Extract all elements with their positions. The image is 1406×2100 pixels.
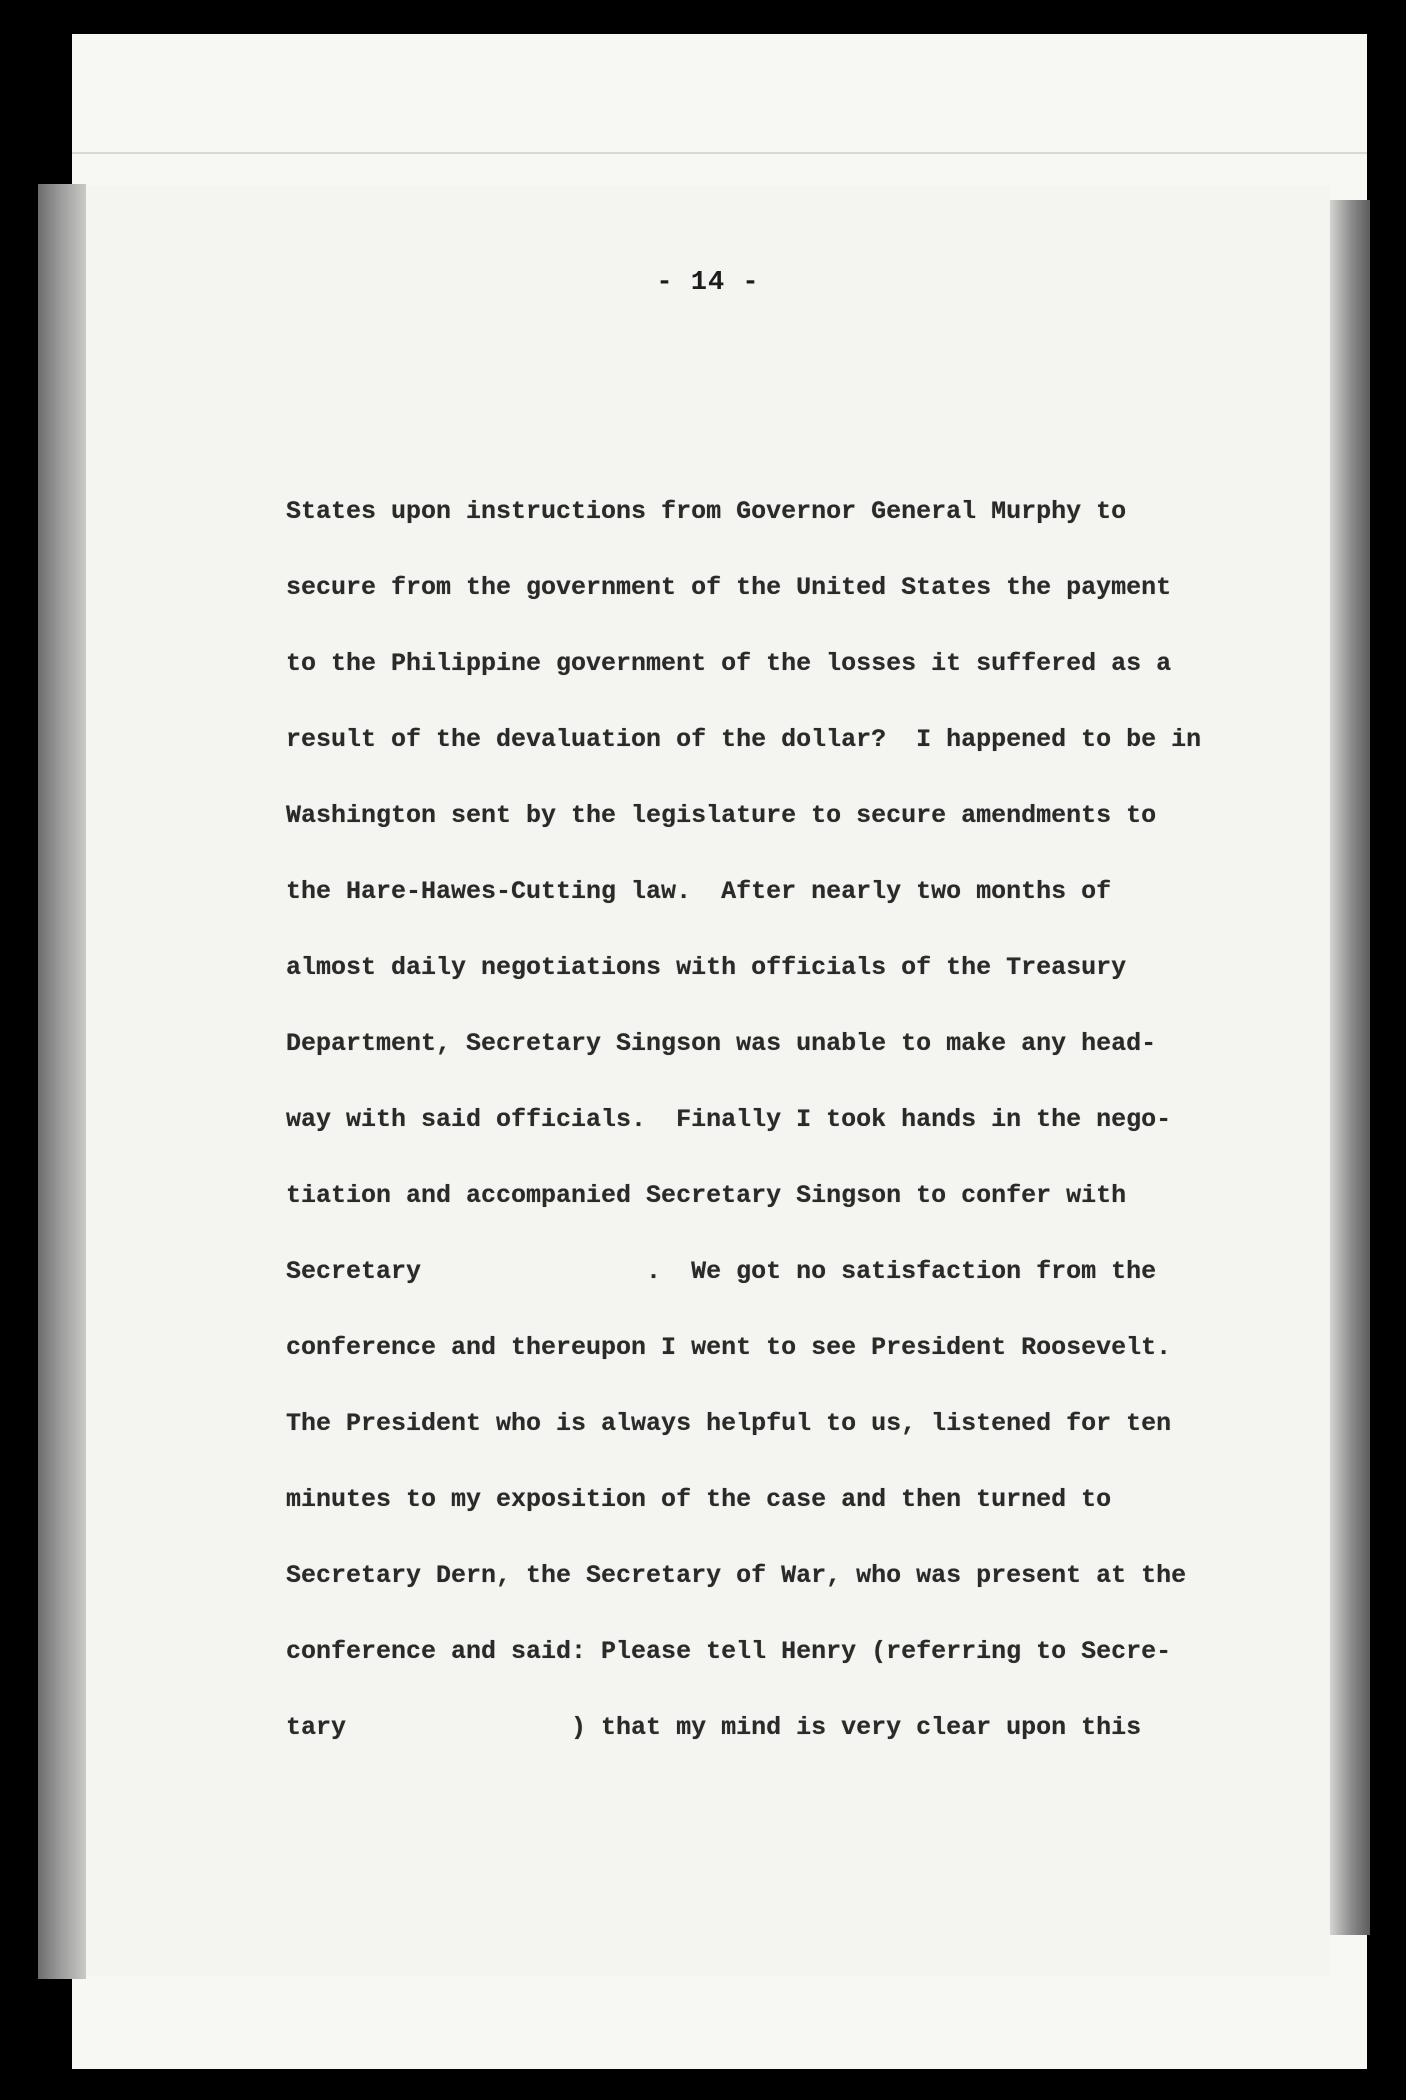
left-edge-shadow [38, 184, 86, 1979]
text-line: Secretary . We got no satisfaction from the [286, 1257, 1157, 1286]
text-line: States upon instructions from Governor General Murphy to [286, 497, 1127, 526]
text-line: minutes to my exposition of the case and then turned to [286, 1485, 1112, 1514]
text-line: secure from the government of the United States the payment [286, 573, 1172, 602]
text-line: to the Philippine government of the losses it suffered as a [286, 649, 1172, 678]
sheet-fold-line [72, 152, 1367, 154]
text-line: conference and said: Please tell Henry (referring to Secre- [286, 1637, 1172, 1666]
text-line: tary ) that my mind is very clear upon this [286, 1713, 1142, 1742]
text-line: way with said officials. Finally I took hands in the nego- [286, 1105, 1172, 1134]
text-line: tiation and accompanied Secretary Singson to confer with [286, 1181, 1127, 1210]
right-edge-shadow [1330, 200, 1370, 1935]
text-line: The President who is always helpful to us, listened for ten [286, 1409, 1172, 1438]
text-line: result of the devaluation of the dollar? I happened to be in [286, 725, 1202, 754]
text-line: conference and thereupon I went to see President Roosevelt. [286, 1333, 1172, 1362]
text-line: Secretary Dern, the Secretary of War, who was present at the [286, 1561, 1187, 1590]
text-line: Washington sent by the legislature to secure amendments to [286, 801, 1157, 830]
text-line: Department, Secretary Singson was unable to make any head- [286, 1029, 1157, 1058]
body-text [286, 474, 1306, 1766]
text-line: the Hare-Hawes-Cutting law. After nearly two months of [286, 877, 1112, 906]
document-page [86, 186, 1330, 1976]
page-number: - 14 - [656, 268, 760, 298]
text-line: almost daily negotiations with officials of the Treasury [286, 953, 1127, 982]
